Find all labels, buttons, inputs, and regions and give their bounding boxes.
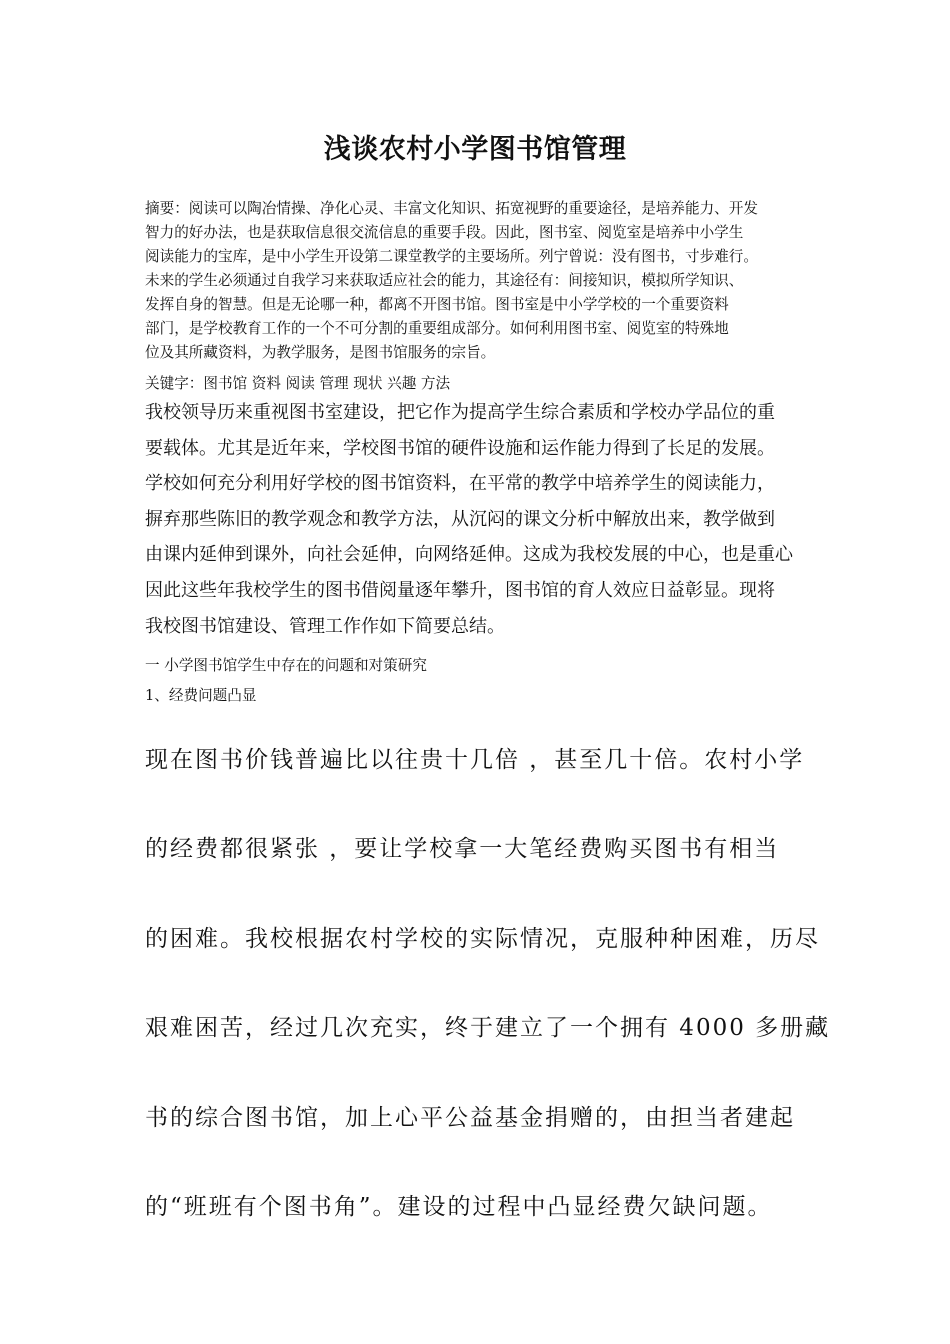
- funding-line: 的困难。我校根据农村学校的实际情况，克服种种困难，历尽: [145, 925, 820, 952]
- funding-paragraph: [145, 716, 831, 1252]
- abstract-line: 位及其所藏资料，为教学服务，是图书馆服务的宗旨。: [145, 344, 496, 361]
- intro-line: 我校图书馆建设、管理工作作如下简要总结。: [145, 615, 505, 637]
- funding-line: 的经费都很紧张 ，要让学校拿一大笔经费购买图书有相当: [145, 836, 780, 863]
- abstract-line: 摘要：阅读可以陶冶情操、净化心灵、丰富文化知识、拓宽视野的重要途径，是培养能力、开发: [145, 200, 758, 217]
- funding-line: 现在图书价钱普遍比以往贵十几倍 ，甚至几十倍。农村小学: [145, 747, 805, 773]
- abstract-line: 智力的好办法，也是获取信息很交流信息的重要手段。因此，图书室、阅览室是培养中小学生: [145, 224, 744, 241]
- abstract-line: 发挥自身的智慧。但是无论哪一种，都离不开图书馆。图书室是中小学学校的一个重要资料: [145, 296, 729, 313]
- funding-line: 艰难困苦，经过几次充实，终于建立了一个拥有 4000 多册藏: [145, 1015, 831, 1042]
- intro-line: 要载体。尤其是近年来，学校图书馆的硬件设施和运作能力得到了长足的发展。: [145, 437, 775, 459]
- intro-paragraph: [145, 395, 815, 644]
- document-title: 浅谈农村小学图书馆管理: [323, 134, 627, 165]
- intro-line: 摒弃那些陈旧的教学观念和教学方法，从沉闷的课文分析中解放出来，教学做到: [145, 508, 775, 530]
- abstract-line: 部门，是学校教育工作的一个不可分割的重要组成部分。如何利用图书室、阅览室的特殊地: [145, 320, 729, 337]
- intro-line: 学校如何充分利用好学校的图书馆资料，在平常的教学中培养学生的阅读能力，: [145, 473, 775, 495]
- abstract-line: 未来的学生必须通过自我学习来获取适应社会的能力，其途径有：间接知识，模拟所学知识、: [145, 272, 744, 289]
- sub-heading: 1、经费问题凸显: [145, 687, 257, 704]
- keywords-line: 关键字：图书馆 资料 阅读 管理 现状 兴趣 方法: [145, 375, 451, 392]
- intro-line: 因此这些年我校学生的图书借阅量逐年攀升，图书馆的育人效应日益彰显。现将: [145, 579, 775, 601]
- abstract-paragraph: [145, 197, 825, 365]
- funding-line: 的“班班有个图书角”。建设的过程中凸显经费欠缺问题。: [145, 1194, 773, 1221]
- section-heading: 一 小学图书馆学生中存在的问题和对策研究: [145, 657, 427, 674]
- funding-line: 书的综合图书馆，加上心平公益基金捐赠的，由担当者建起: [145, 1104, 795, 1131]
- abstract-line: 阅读能力的宝库，是中小学生开设第二课堂教学的主要场所。列宁曾说：没有图书，寸步难行。: [145, 248, 758, 265]
- intro-line: 我校领导历来重视图书室建设，把它作为提高学生综合素质和学校办学品位的重: [145, 402, 775, 423]
- intro-line: 由课内延伸到课外，向社会延伸，向网络延伸。这成为我校发展的中心，也是重心: [145, 544, 793, 566]
